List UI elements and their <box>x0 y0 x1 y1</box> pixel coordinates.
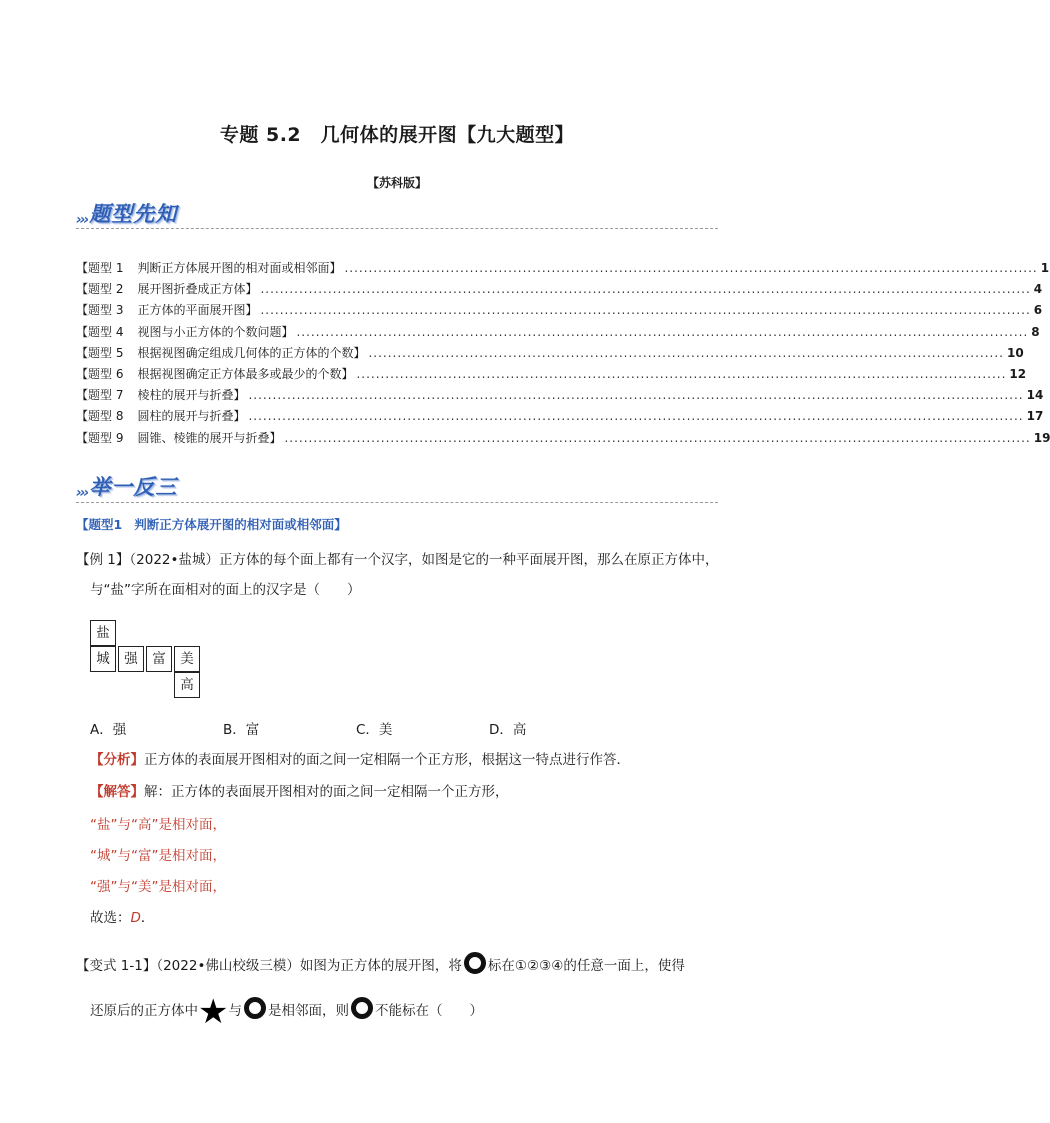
toc-leader: ........................................................................................................................................................... <box>284 430 1031 445</box>
toc-tag: 【题型 7 <box>76 388 124 403</box>
option-b[interactable]: B．富 <box>223 722 260 738</box>
toc-title: 根据视图确定组成几何体的正方体的个数】 <box>137 345 366 360</box>
toc-page-number: 14 <box>1026 388 1044 403</box>
toc-leader: ................................................................................................................................................................. <box>248 388 1024 403</box>
toc-leader: ................................................................................................................................................................ <box>260 282 1031 297</box>
section-banner-preview <box>76 200 177 228</box>
toc-title: 视图与小正方体的个数问题】 <box>137 324 294 339</box>
conclusion-prefix: 故选： <box>90 910 131 926</box>
section-banner-practice <box>76 473 177 501</box>
toc-tag: 【题型 9 <box>76 430 124 445</box>
variant-text: 与 <box>228 1003 242 1019</box>
banner-arrows: ››› <box>76 485 88 501</box>
toc-tag: 【题型 6 <box>76 366 124 381</box>
toc-page-number: 4 <box>1033 282 1043 297</box>
toc-page-number: 19 <box>1033 430 1050 445</box>
analysis-line <box>90 750 630 770</box>
toc-leader: ........................................................................................................................................................ <box>296 324 1029 339</box>
toc-tag: 【题型 5 <box>76 345 124 360</box>
net-cell: 高 <box>174 672 200 698</box>
toc-row[interactable] <box>76 258 1050 279</box>
banner-label: 题型先知 <box>89 202 178 226</box>
toc-row[interactable] <box>76 343 1024 364</box>
option-c[interactable]: C．美 <box>356 722 393 738</box>
toc-row[interactable] <box>76 279 1043 300</box>
answer-step-1: “盐”与“高”是相对面， <box>90 817 226 833</box>
option-a[interactable]: A．强 <box>90 722 127 738</box>
analysis-label: 【分析】 <box>90 752 144 768</box>
ring-icon <box>464 952 486 974</box>
toc-tag: 【题型 1 <box>76 261 124 275</box>
toc-title: 棱柱的展开与折叠】 <box>137 388 246 403</box>
banner-label: 举一反三 <box>89 475 178 499</box>
answer-step-3: “强”与“美”是相对面， <box>90 879 226 895</box>
toc-page-number: 6 <box>1033 303 1043 318</box>
toc-tag: 【题型 4 <box>76 324 124 339</box>
net-cell: 美 <box>174 646 200 672</box>
toc-page-number: 8 <box>1031 324 1040 339</box>
toc-title: 展开图折叠成正方体】 <box>137 282 258 297</box>
toc-title: 圆柱的展开与折叠】 <box>137 409 246 424</box>
ring-icon <box>351 997 373 1019</box>
toc-tag: 【题型 2 <box>76 282 124 297</box>
example-line-1 <box>76 550 718 570</box>
toc-page-number: 10 <box>1006 345 1024 360</box>
toc-page-number: 12 <box>1009 366 1027 381</box>
toc-leader: ....................................................................................................................................... <box>356 366 1007 381</box>
toc-leader: ................................................................................................................................................................ <box>260 303 1031 318</box>
example-label: 【例 1】 <box>76 552 130 568</box>
toc-title: 判断正方体展开图的相对面或相邻面】 <box>137 261 342 275</box>
page-title: 专题 5.2 几何体的展开图【九大题型】 <box>219 124 575 146</box>
variant-text: 是相邻面，则 <box>267 1003 349 1019</box>
subsection-heading <box>76 515 347 533</box>
toc-tag: 【题型 8 <box>76 409 124 424</box>
table-of-contents <box>76 258 1050 449</box>
divider <box>76 228 718 229</box>
net-cell: 强 <box>118 646 144 672</box>
star-icon: ★ <box>198 992 229 1032</box>
ring-icon <box>244 997 266 1019</box>
answer-text: 解：正方体的表面展开图相对的面之间一定相隔一个正方形， <box>144 784 509 800</box>
analysis-text: 正方体的表面展开图相对的面之间一定相隔一个正方形，根据这一特点进行作答． <box>144 752 630 768</box>
variant-line-2 <box>90 992 483 1032</box>
toc-tag: 【题型 3 <box>76 303 124 318</box>
toc-title: 根据视图确定正方体最多或最少的个数】 <box>137 366 354 381</box>
divider <box>76 502 718 503</box>
toc-title: 正方体的平面展开图】 <box>137 303 258 318</box>
toc-row[interactable] <box>76 428 1050 449</box>
answer-line <box>90 782 509 802</box>
answer-conclusion <box>90 908 154 928</box>
net-cell: 盐 <box>90 620 116 646</box>
conclusion-suffix: ． <box>140 910 155 926</box>
toc-row[interactable] <box>76 322 1040 343</box>
edition-label: 【苏科版】 <box>366 176 427 190</box>
variant-source: （2022•佛山校级三模）如图为正方体的展开图，将 <box>156 958 462 974</box>
answer-options <box>90 718 650 738</box>
toc-leader: .................................................................................................................................... <box>368 345 1004 360</box>
answer-label: 【解答】 <box>90 784 144 800</box>
toc-leader: ................................................................................................................................................ <box>344 261 1038 275</box>
subsection-tag: 【题型1 <box>76 517 123 532</box>
toc-page-number: 17 <box>1026 409 1044 424</box>
variant-text: 不能标在（ ） <box>374 1003 483 1019</box>
toc-title: 圆锥、棱锥的展开与折叠】 <box>137 430 282 445</box>
net-cell: 富 <box>146 646 172 672</box>
toc-page-number: 1 <box>1040 261 1050 275</box>
answer-step-2: “城”与“富”是相对面， <box>90 848 226 864</box>
toc-row[interactable] <box>76 364 1027 385</box>
option-d[interactable]: D．高 <box>489 722 527 738</box>
variant-text: 还原后的正方体中 <box>90 1003 198 1019</box>
example-line-2: 与“盐”字所在面相对的面上的汉字是（ ） <box>90 582 361 598</box>
variant-line-1 <box>76 952 685 976</box>
net-cell: 城 <box>90 646 116 672</box>
toc-row[interactable] <box>76 406 1044 427</box>
conclusion-choice: D <box>130 910 141 926</box>
toc-row[interactable] <box>76 300 1043 321</box>
example-text: （2022•盐城）正方体的每个面上都有一个汉字，如图是它的一种平面展开图，那么在原正方体中， <box>129 552 719 568</box>
toc-leader: ................................................................................................................................................................. <box>248 409 1024 424</box>
variant-label: 【变式 1-1】 <box>76 958 157 974</box>
toc-row[interactable] <box>76 385 1044 406</box>
banner-arrows: ››› <box>76 212 88 228</box>
subsection-title: 判断正方体展开图的相对面或相邻面】 <box>134 517 347 532</box>
variant-text: 标在①②③④的任意一面上，使得 <box>487 958 685 974</box>
